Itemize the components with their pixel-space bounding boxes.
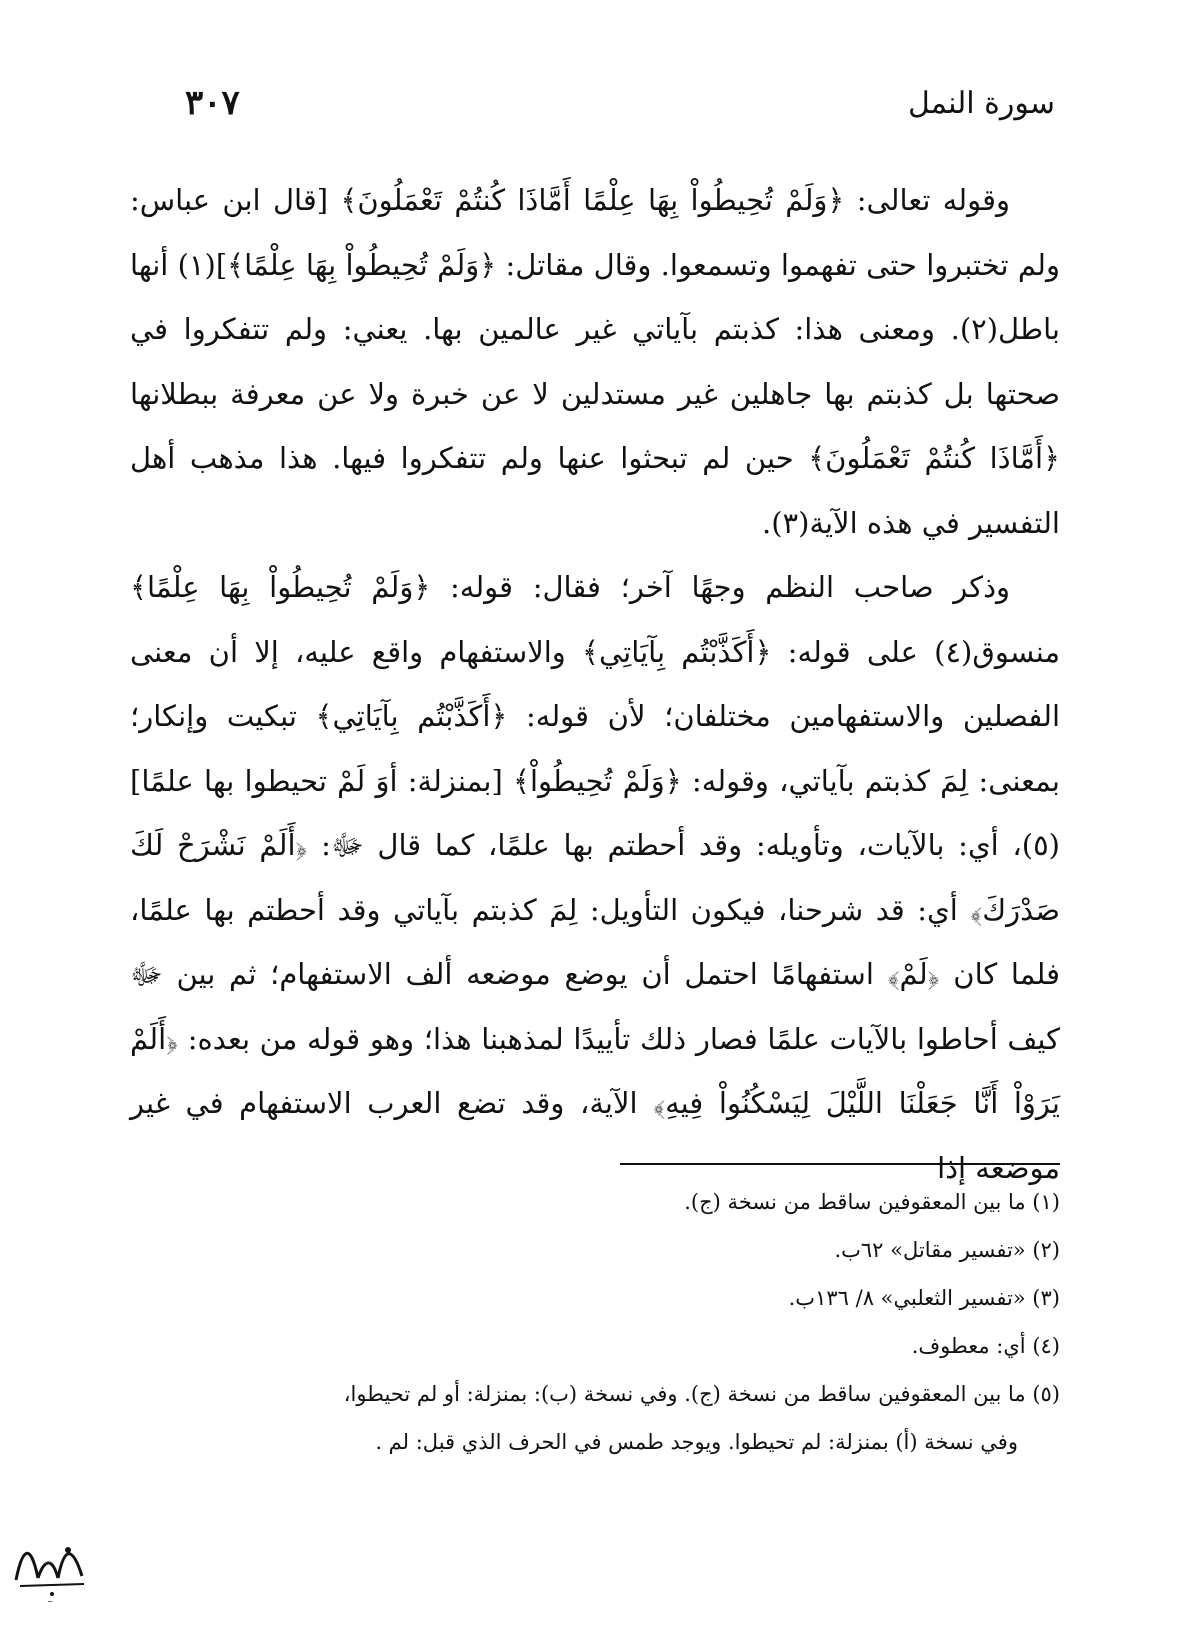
- paragraph-2: وذكر صاحب النظم وجهًا آخر؛ فقال: قوله: ﴿وَلَمْ تُحِيطُواْ بِهَا عِلْمًا﴾ منسوق(٤) على قوله: ﴿أَكَذَّبْتُم بِآيَاتِي﴾ والاستفهام واقع عليه، إلا أن معنى الفصلين والاستفهامين مختلفان؛ لأن قوله: ﴿أَكَذَّبْتُم بِآيَاتِي﴾ تبكيت وإنكار؛ بمعنى: لِمَ كذبتم بآياتي، وقوله: ﴿وَلَمْ تُحِيطُواْ﴾ [بمنزلة: أوَ لَمْ تحيطوا بها علمًا](٥)، أي: بالآيات، وتأويله: وقد أحطتم بها علمًا، كما قال ﷻ: ﴿أَلَمْ نَشْرَحْ لَكَ صَدْرَكَ﴾ أي: قد شرحنا، فيكون التأويل: لِمَ كذبتم بآياتي وقد أحطتم بها علمًا، فلما كان ﴿لَمْ﴾ استفهامًا احتمل أن يوضع موضعه ألف الاستفهام؛ ثم بين ﷻ كيف أحاطوا بالآيات علمًا فصار ذلك تأييدًا لمذهبنا هذا؛ وهو قوله من بعده: ﴿أَلَمْ يَرَوْاْ أَنَّا جَعَلْنَا اللَّيْلَ لِيَسْكُنُواْ فِيهِ﴾ الآية، وقد تضع العرب الاستفهام في غير موضعه إذا: [130, 570, 1060, 1185]
- footnote-divider: [620, 1163, 1060, 1165]
- surah-title: سورة النمل: [908, 85, 1055, 121]
- page-header: [185, 78, 1055, 128]
- footnote-5-continued: وفي نسخة (أ) بمنزلة: لم تحيطوا. ويوجد طمس في الحرف الذي قبل: لم .: [375, 1430, 1018, 1454]
- publisher-seal-logo: [8, 1520, 93, 1610]
- paragraph-1: وقوله تعالى: ﴿وَلَمْ تُحِيطُواْ بِهَا عِلْمًا أَمَّاذَا كُنتُمْ تَعْمَلُونَ﴾ [قال ابن عباس: ولم تختبروا حتى تفهموا وتسمعوا. وقال مقاتل: ﴿وَلَمْ تُحِيطُواْ بِهَا عِلْمًا﴾](١) أنها باطل(٢). ومعنى هذا: كذبتم بآياتي غير عالمين بها. يعني: ولم تتفكروا في صحتها بل كذبتم بها جاهلين غير مستدلين لا عن خبرة ولا عن معرفة ببطلانها ﴿أَمَّاذَا كُنتُمْ تَعْمَلُونَ﴾ حين لم تبحثوا عنها ولم تتفكروا فيها. هذا مذهب أهل التفسير في هذه الآية(٣).: [130, 183, 1060, 540]
- footnotes: [130, 1178, 1060, 1466]
- footnote-2: (٢) «تفسير مقاتل» ٦٢ب.: [834, 1238, 1060, 1262]
- footnote-4: (٤) أي: معطوف.: [911, 1334, 1060, 1358]
- main-text: [130, 168, 1060, 1200]
- footnote-3: (٣) «تفسير الثعلبي» ٨/ ١٣٦ب.: [788, 1286, 1060, 1310]
- seal-lettering: ~: [47, 1598, 53, 1606]
- footnote-1: (١) ما بين المعقوفين ساقط من نسخة (ج).: [684, 1190, 1060, 1214]
- footnote-5: (٥) ما بين المعقوفين ساقط من نسخة (ج). وفي نسخة (ب): بمنزلة: أو لم تحيطوا،: [343, 1382, 1060, 1406]
- page-number: ٣٠٧: [185, 83, 240, 123]
